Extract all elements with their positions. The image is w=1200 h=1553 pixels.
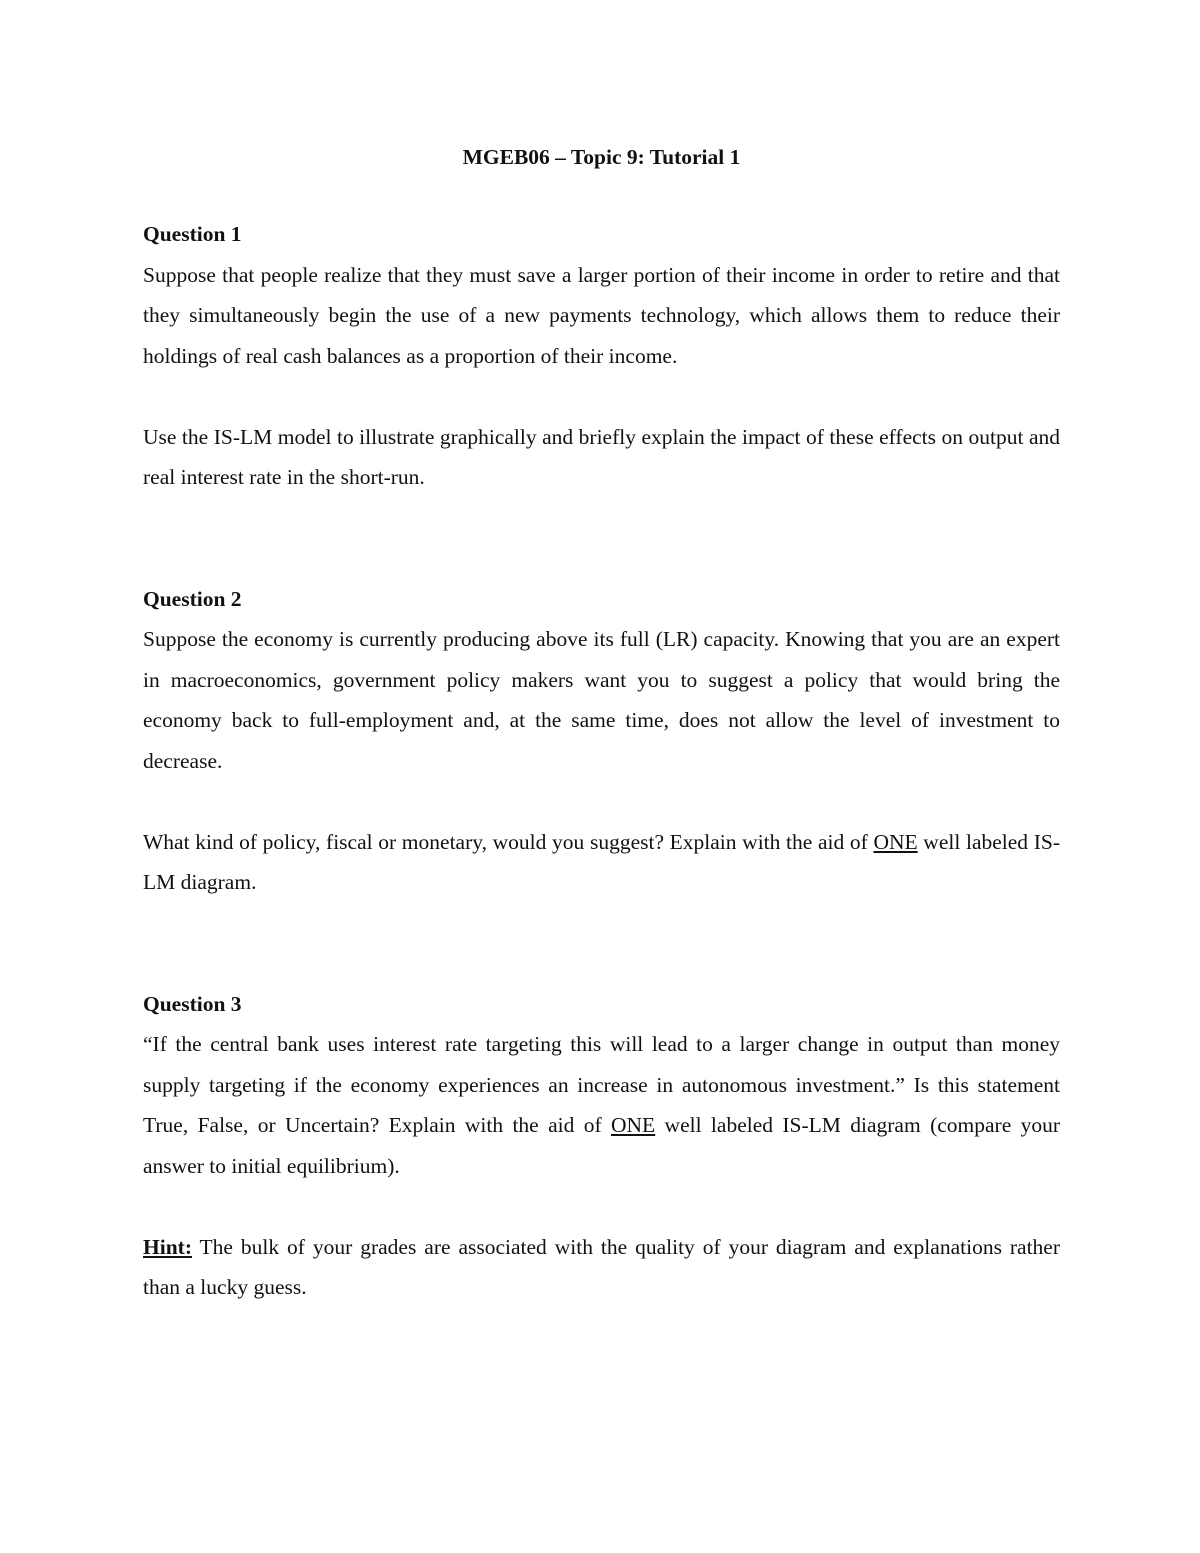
hint-label: Hint:: [143, 1234, 192, 1259]
question-1-paragraph-1: Suppose that people realize that they must save a larger portion of their income in order to retire and that they simultaneously begin the use of a new payments technology, which allows them to reduce their holdings of real cash balances as a proportion of their income.: [143, 262, 1060, 368]
hint-paragraph: [143, 1227, 1060, 1308]
question-2-text-end: well labeled IS-LM diagram.: [143, 829, 1060, 894]
question-3-text-end: well labeled IS-LM diagram (compare your answer to initial equilibrium).: [143, 1113, 1061, 1178]
document-page: [143, 140, 1060, 1308]
question-3-heading: Question 3: [143, 991, 242, 1016]
section-spacer: [143, 498, 1060, 579]
question-3-underlined-one: ONE: [611, 1113, 656, 1137]
paragraph-spacer: [143, 376, 1060, 417]
hint-text: The bulk of your grades are associated with the quality of your diagram and explanations rather than a lucky guess.: [143, 1234, 1060, 1299]
question-2: [143, 579, 1060, 903]
question-3: [143, 984, 1060, 1308]
document-title: MGEB06 – Topic 9: Tutorial 1: [462, 145, 741, 169]
question-2-text-start: What kind of policy, fiscal or monetary, would you suggest? Explain with the aid of: [143, 829, 874, 854]
paragraph-spacer: [143, 781, 1060, 822]
question-2-paragraph-2: [143, 822, 1060, 903]
question-1: [143, 214, 1060, 498]
question-2-underlined-one: ONE: [873, 829, 918, 854]
question-2-paragraph-1: Suppose the economy is currently producing above its full (LR) capacity. Knowing that you are an expert in macroeconomics, government policy makers want you to suggest a policy that would bring the economy back to full-employment and, at the same time, does not allow the level of investment to decrease.: [143, 627, 1060, 773]
question-3-text-start: “If the central bank uses interest rate targeting this will lead to a larger change in output than money supply targeting if the economy experiences an increase in autonomous investment.” Is this statement True, False, or Uncertain? Explain with the aid of: [143, 1032, 1060, 1137]
question-1-paragraph-2: Use the IS-LM model to illustrate graphically and briefly explain the impact of these effects on output and real interest rate in the short-run.: [143, 424, 1060, 489]
paragraph-spacer: [143, 1186, 1060, 1227]
section-spacer: [143, 903, 1060, 984]
question-3-paragraph-1: [143, 1024, 1060, 1186]
question-1-heading: Question 1: [143, 222, 242, 246]
question-2-heading: Question 2: [143, 586, 242, 611]
